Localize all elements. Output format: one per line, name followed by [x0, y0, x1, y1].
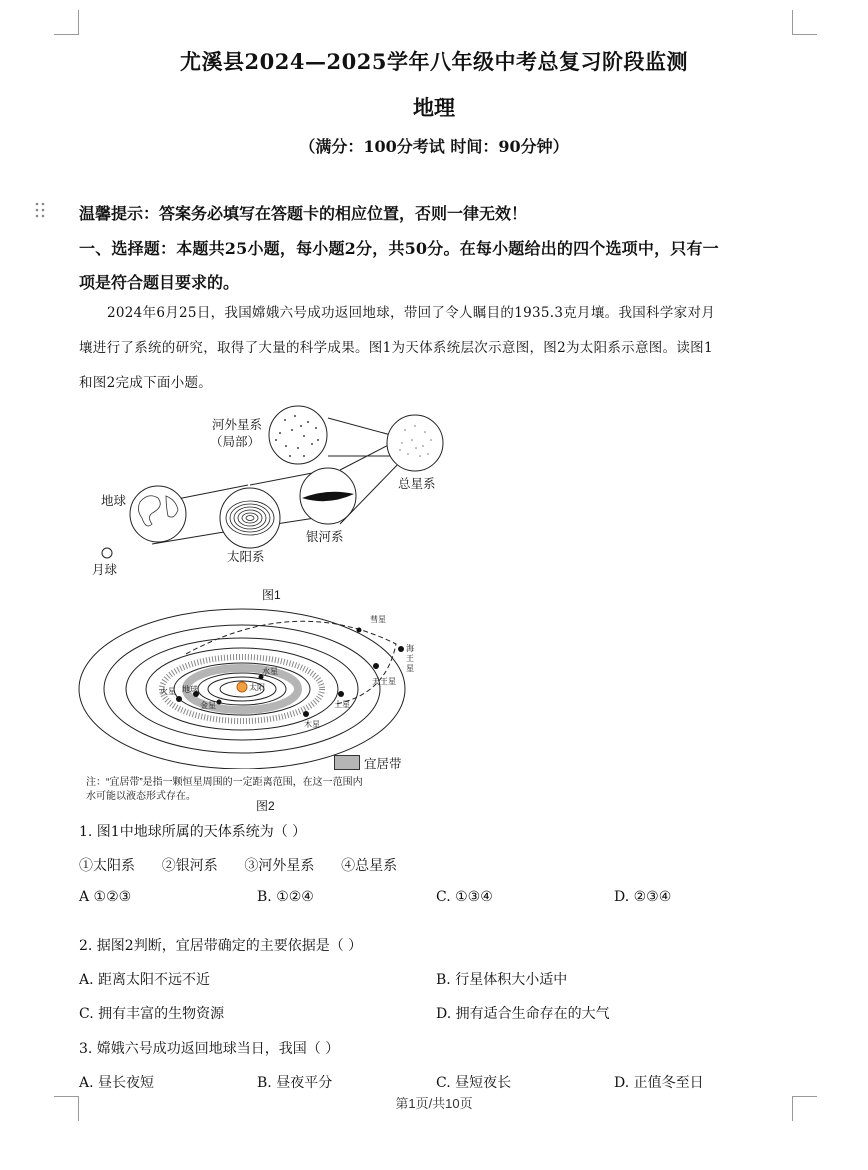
label-mars: 火星 — [160, 687, 176, 696]
drag-handle-icon[interactable] — [35, 202, 45, 218]
label-comet: 彗星 — [370, 615, 386, 624]
question-1-option-a[interactable]: A ①②③ — [79, 889, 132, 905]
figure-2-note-line2: 水可能以液态形式存在。 — [86, 791, 196, 802]
page-footer: 第1页/共10页 — [395, 1096, 473, 1111]
question-2-option-c[interactable]: C. 拥有丰富的生物资源 — [79, 1006, 225, 1022]
label-earth-fig2: 地球 — [182, 685, 198, 694]
label-moon: 月球 — [92, 563, 118, 577]
exam-info: （满分：100分考试 时间：90分钟） — [299, 137, 569, 156]
figure-1 — [90, 398, 470, 588]
label-jupiter: 木星 — [304, 720, 320, 729]
label-mercury: 水星 — [262, 667, 278, 676]
question-3-option-b[interactable]: B. 昼夜平分 — [257, 1075, 333, 1091]
crop-mark — [54, 10, 79, 35]
intro-line1: 2024年6月25日，我国嫦娥六号成功返回地球，带回了令人瞩目的1935.3克月壤。我国科学家对月 — [107, 305, 716, 321]
question-1-option-b[interactable]: B. ①②④ — [257, 889, 314, 905]
label-venus: 金星 — [200, 701, 216, 710]
figure-1-caption: 图1 — [262, 588, 281, 602]
intro-line2: 壤进行了系统的研究，取得了大量的科学成果。图1为天体系统层次示意图，图2为太阳系示意图。读图1 — [79, 340, 713, 356]
figure-2 — [76, 604, 426, 804]
section-heading-line2: 项是符合题目要求的。 — [79, 273, 240, 292]
section-heading-line1: 一、选择题：本题共25小题，每小题2分，共50分。在每小题给出的四个选项中，只有一 — [79, 239, 719, 258]
question-2-option-d[interactable]: D. 拥有适合生命存在的大气 — [436, 1006, 610, 1022]
label-neptune: 海王星 — [406, 644, 414, 673]
label-earth: 地球 — [101, 494, 127, 508]
question-2-option-a[interactable]: A. 距离太阳不远不近 — [79, 972, 211, 988]
question-3-stem: 3. 嫦娥六号成功返回地球当日，我国（ ） — [79, 1041, 340, 1057]
crop-mark — [792, 10, 817, 35]
question-3-option-a[interactable]: A. 昼长夜短 — [79, 1075, 155, 1091]
figure-2-note-line1: 注：“宜居带”是指一颗恒星周围的一定距离范围，在这一范围内 — [86, 777, 363, 788]
label-solar-system: 太阳系 — [227, 550, 265, 564]
subject-title: 地理 — [413, 95, 455, 120]
label-total-galaxy: 总星系 — [398, 477, 436, 491]
figure-1-drawing — [90, 398, 470, 588]
question-2-option-b[interactable]: B. 行星体积大小适中 — [436, 972, 568, 988]
notice: 温馨提示：答案务必填写在答题卡的相应位置，否则一律无效！ — [79, 204, 528, 223]
intro-line3: 和图2完成下面小题。 — [79, 375, 213, 391]
question-3-option-d[interactable]: D. 正值冬至日 — [614, 1075, 704, 1091]
exam-title: 尤溪县2024—2025学年八年级中考总复习阶段监测 — [180, 49, 688, 74]
label-extragalactic: 河外星系 — [212, 418, 263, 432]
figure-2-caption: 图2 — [256, 799, 275, 813]
label-milky-way: 银河系 — [306, 530, 344, 544]
label-extragalactic-sub: （局部） — [210, 435, 261, 449]
question-1-option-c[interactable]: C. ①③④ — [436, 889, 493, 905]
question-2-stem: 2. 据图2判断，宜居带确定的主要依据是（ ） — [79, 938, 363, 954]
question-1-items: ①太阳系 ②银河系 ③河外星系 ④总星系 — [79, 858, 398, 874]
label-saturn: 土星 — [334, 700, 350, 709]
question-1-stem: 1. 图1中地球所属的天体系统为（ ） — [79, 824, 307, 840]
question-1-option-d[interactable]: D. ②③④ — [614, 889, 672, 905]
label-uranus: 天王星 — [372, 677, 396, 686]
question-3-option-c[interactable]: C. 昼短夜长 — [436, 1075, 512, 1091]
label-sun: 太阳 — [249, 683, 265, 692]
legend-swatch — [334, 755, 360, 770]
legend-habitable-zone: 宜居带 — [364, 757, 402, 771]
